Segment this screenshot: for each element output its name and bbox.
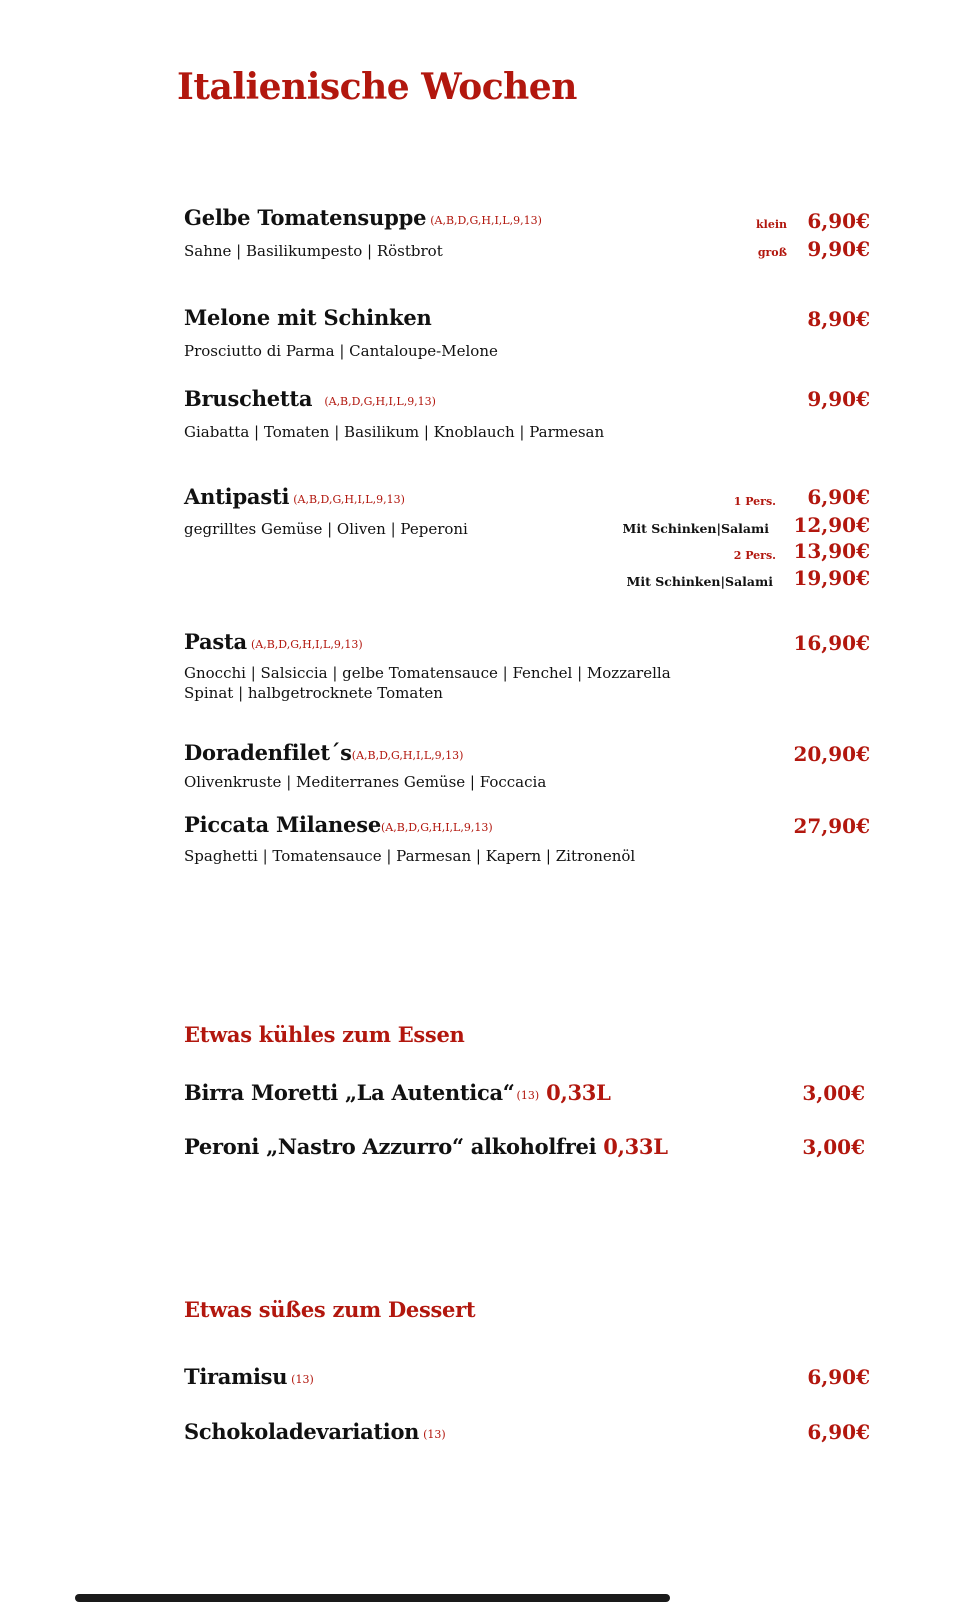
dish-price: 9,90€ [807, 237, 870, 261]
dish-description: Spaghetti | Tomatensauce | Parmesan | Kapern | Zitronenöl [184, 847, 636, 865]
dish-description: Olivenkruste | Mediterranes Gemüse | Foccacia [184, 773, 547, 791]
dish-name [184, 484, 405, 509]
size-label: 1 Pers. [733, 495, 776, 508]
dish-price: 9,90€ [807, 387, 870, 411]
dish-price: 16,90€ [793, 631, 870, 655]
dish-name [184, 740, 463, 765]
allergen-codes: (A,B,D,G,H,I,L,9,13) [381, 821, 493, 834]
dessert-item [184, 1364, 314, 1389]
allergen-codes: (13) [291, 1373, 314, 1386]
dish-price: 13,90€ [793, 539, 870, 563]
allergen-codes: (13) [423, 1428, 446, 1441]
allergen-codes: (A,B,D,G,H,I,L,9,13) [293, 493, 405, 506]
dish-description: Giabatta | Tomaten | Basilikum | Knoblauch | Parmesan [184, 423, 605, 441]
dish-description: gegrilltes Gemüse | Oliven | Peperoni [184, 520, 468, 538]
dish-price: 6,90€ [807, 485, 870, 509]
dish-name-text: Pasta [184, 629, 247, 654]
allergen-codes: (A,B,D,G,H,I,L,9,13) [250, 638, 363, 651]
dish-name-text: Piccata Milanese [184, 812, 381, 837]
dessert-name: Schokoladevariation [184, 1419, 420, 1444]
dish-description: Sahne | Basilikumpesto | Röstbrot [184, 242, 443, 260]
drinks-heading: Etwas kühles zum Essen [184, 1022, 465, 1047]
dish-description-line2: Spinat | halbgetrocknete Tomaten [184, 684, 443, 702]
dish-name-text: Bruschetta [184, 386, 313, 411]
dessert-heading: Etwas süßes zum Dessert [184, 1297, 476, 1322]
size-label: klein [756, 218, 787, 231]
dish-description: Prosciutto di Parma | Cantaloupe-Melone [184, 342, 498, 360]
dish-price: 6,90€ [807, 209, 870, 233]
size-label: 2 Pers. [733, 549, 776, 562]
drink-name: Peroni „Nastro Azzurro“ alkoholfrei [184, 1134, 597, 1159]
drink-item [184, 1134, 668, 1159]
dish-price: 20,90€ [793, 742, 870, 766]
dish-name: Melone mit Schinken [184, 305, 432, 330]
dish-name [184, 629, 363, 654]
allergen-codes: (A,B,D,G,H,I,L,9,13) [351, 749, 464, 762]
drink-volume: 0,33L [546, 1080, 611, 1105]
drink-price: 3,00€ [802, 1081, 865, 1105]
allergen-codes: (13) [516, 1089, 540, 1102]
dish-name [184, 386, 436, 411]
dessert-price: 6,90€ [807, 1420, 870, 1444]
allergen-codes: (A,B,D,G,H,I,L,9,13) [430, 214, 542, 227]
variant-label: Mit Schinken|Salami [626, 574, 773, 589]
home-indicator[interactable] [75, 1594, 670, 1602]
variant-label: Mit Schinken|Salami [622, 521, 769, 536]
dish-name [184, 812, 493, 837]
dessert-name: Tiramisu [184, 1364, 288, 1389]
drink-item [184, 1080, 611, 1105]
page-title: Italienische Wochen [177, 66, 577, 108]
size-label: groß [757, 246, 787, 259]
dish-name-text: Gelbe Tomatensuppe [184, 205, 427, 230]
dish-price: 12,90€ [793, 513, 870, 537]
dish-name [184, 205, 542, 230]
dish-name-text: Doradenfilet´s [184, 740, 352, 765]
dessert-item [184, 1419, 446, 1444]
allergen-codes: (A,B,D,G,H,I,L,9,13) [324, 395, 436, 408]
dessert-price: 6,90€ [807, 1365, 870, 1389]
drink-price: 3,00€ [802, 1135, 865, 1159]
dish-price: 27,90€ [793, 814, 870, 838]
drink-volume: 0,33L [603, 1134, 668, 1159]
dish-price: 19,90€ [793, 566, 870, 590]
dish-description: Gnocchi | Salsiccia | gelbe Tomatensauce | Fenchel | Mozzarella [184, 664, 671, 682]
dish-price: 8,90€ [807, 307, 870, 331]
dish-name-text: Antipasti [184, 484, 290, 509]
drink-name: Birra Moretti „La Autentica“ [184, 1080, 515, 1105]
